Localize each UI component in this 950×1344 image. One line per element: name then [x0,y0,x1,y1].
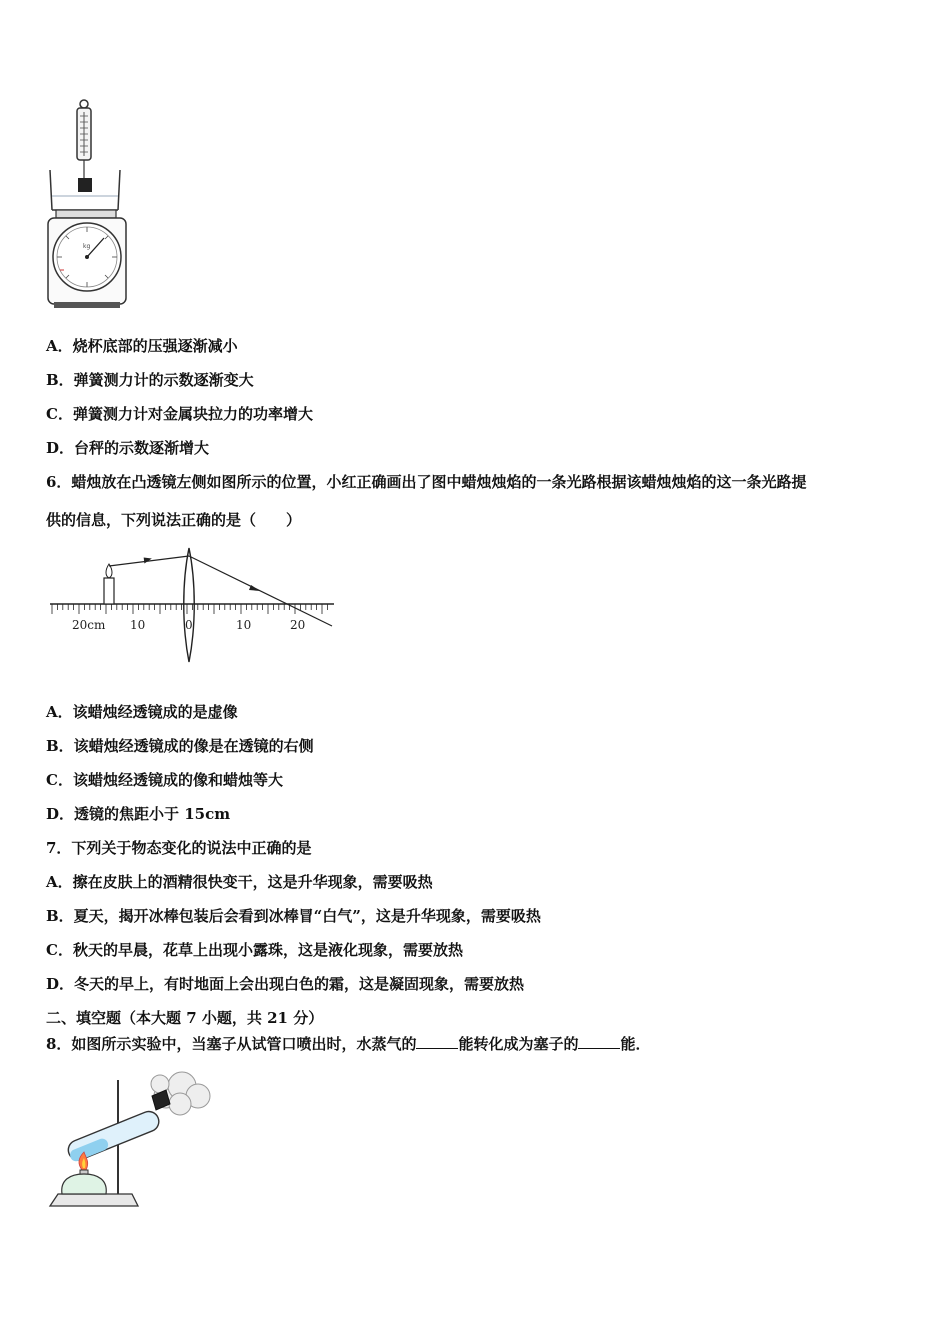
ruler-label-10-left: 10 [130,618,146,632]
q6-option-c: C．该蜡烛经透镜成的像和蜡烛等大 [46,771,283,789]
q6-option-b: B．该蜡烛经透镜成的像是在透镜的右侧 [46,737,314,755]
section2-title: 二、填空题（本大题 7 小题，共 21 分） [46,1009,324,1027]
q6-stem-line2: 供的信息，下列说法正确的是（ ） [46,511,302,529]
figure-spring-scale-and-platform-scale [40,98,140,313]
q8-blank-2[interactable] [578,1034,620,1049]
ruler-label-20cm-left: 20cm [72,618,106,632]
ruler-label-0: 0 [185,618,193,632]
q7-option-a: A．擦在皮肤上的酒精很快变干，这是升华现象，需要吸热 [46,873,433,891]
q6-option-d: D．透镜的焦距小于 15cm [46,805,231,823]
q8-blank-1[interactable] [416,1034,458,1049]
q5-option-a: A．烧杯底部的压强逐渐减小 [46,337,238,355]
q7-option-b: B．夏天，揭开冰棒包装后会看到冰棒冒“白气”，这是升华现象，需要吸热 [46,907,541,925]
spring-scale-diagram [40,98,140,313]
ruler-label-10-right: 10 [236,618,252,632]
q8-stem-part3: 能． [620,1035,651,1053]
q5-option-c: C．弹簧测力计对金属块拉力的功率增大 [46,405,313,423]
figure-candle-lens-ray [48,542,340,666]
figure-test-tube-stopper [48,1066,218,1216]
lens-diagram [48,542,340,666]
ruler-label-20-right: 20 [290,618,306,632]
q5-option-d: D．台秤的示数逐渐增大 [46,439,210,457]
q7-stem: 7．下列关于物态变化的说法中正确的是 [46,839,312,857]
q8-stem [46,1034,650,1054]
test-tube-diagram [48,1066,218,1216]
scale-unit-label: kg [83,243,91,250]
q8-stem-part1: 8．如图所示实验中，当塞子从试管口喷出时，水蒸气的 [46,1035,417,1053]
q6-stem-line1: 6．蜡烛放在凸透镜左侧如图所示的位置，小红正确画出了图中蜡烛烛焰的一条光路根据该蜡烛烛焰的这一条光路提 [46,473,807,491]
q8-stem-part2: 能转化成为塞子的 [458,1035,579,1053]
q5-option-b: B．弹簧测力计的示数逐渐变大 [46,371,254,389]
q7-option-c: C．秋天的早晨，花草上出现小露珠，这是液化现象，需要放热 [46,941,463,959]
q6-option-a: A．该蜡烛经透镜成的是虚像 [46,703,238,721]
q7-option-d: D．冬天的早上，有时地面上会出现白色的霜，这是凝固现象，需要放热 [46,975,525,993]
